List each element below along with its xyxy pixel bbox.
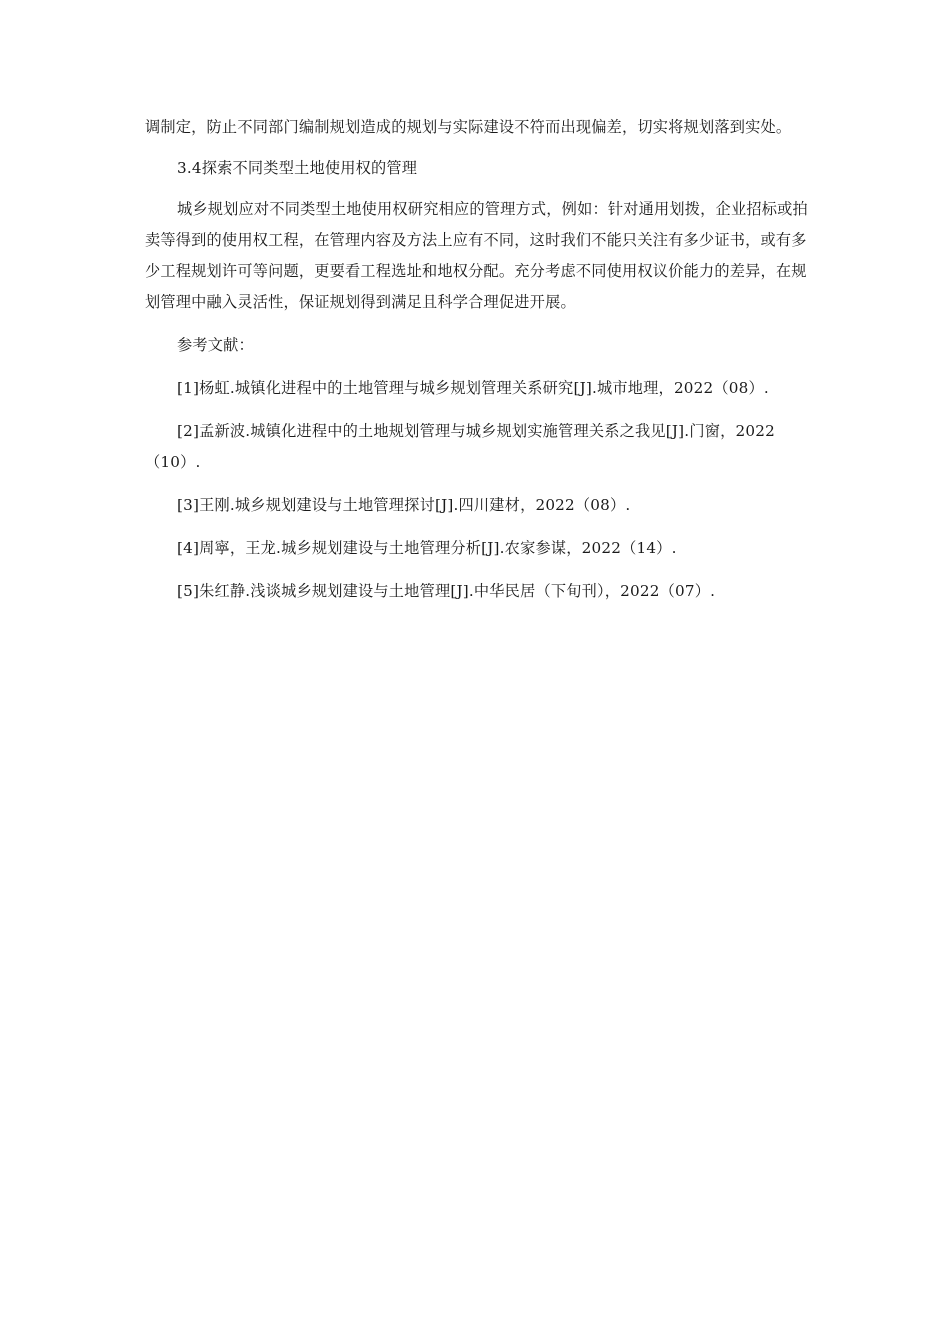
reference-item-1: [1]杨虹.城镇化进程中的土地管理与城乡规划管理关系研究[J].城市地理，2022（08）. (177, 379, 769, 397)
reference-item-5: [5]朱红静.浅谈城乡规划建设与土地管理[J].中华民居（下旬刊），2022（07）. (177, 582, 716, 600)
references-heading: 参考文献： (177, 336, 254, 354)
document-body (145, 112, 815, 607)
reference-item-3: [3]王刚.城乡规划建设与土地管理探讨[J].四川建材，2022（08）. (177, 496, 631, 514)
intro-paragraph: 调制定，防止不同部门编制规划造成的规划与实际建设不符而出现偏差，切实将规划落到实处。 (145, 118, 792, 136)
section-heading: 3.4探索不同类型土地使用权的管理 (177, 159, 418, 177)
reference-item-2: [2]孟新波.城镇化进程中的土地规划管理与城乡规划实施管理关系之我见[J].门窗，2022（10）. (145, 422, 775, 471)
main-paragraph: 城乡规划应对不同类型土地使用权研究相应的管理方式，例如：针对通用划拨，企业招标或拍卖等得到的使用权工程，在管理内容及方法上应有不同，这时我们不能只关注有多少证书，或有多少工程规划许可等问题，更要看工程选址和地权分配。充分考虑不同使用权议价能力的差异，在规划管理中融入灵活性，保证规划得到满足且科学合理促进开展。 (145, 200, 808, 311)
reference-item-4: [4]周寧，王龙.城乡规划建设与土地管理分析[J].农家参谋，2022（14）. (177, 539, 677, 557)
